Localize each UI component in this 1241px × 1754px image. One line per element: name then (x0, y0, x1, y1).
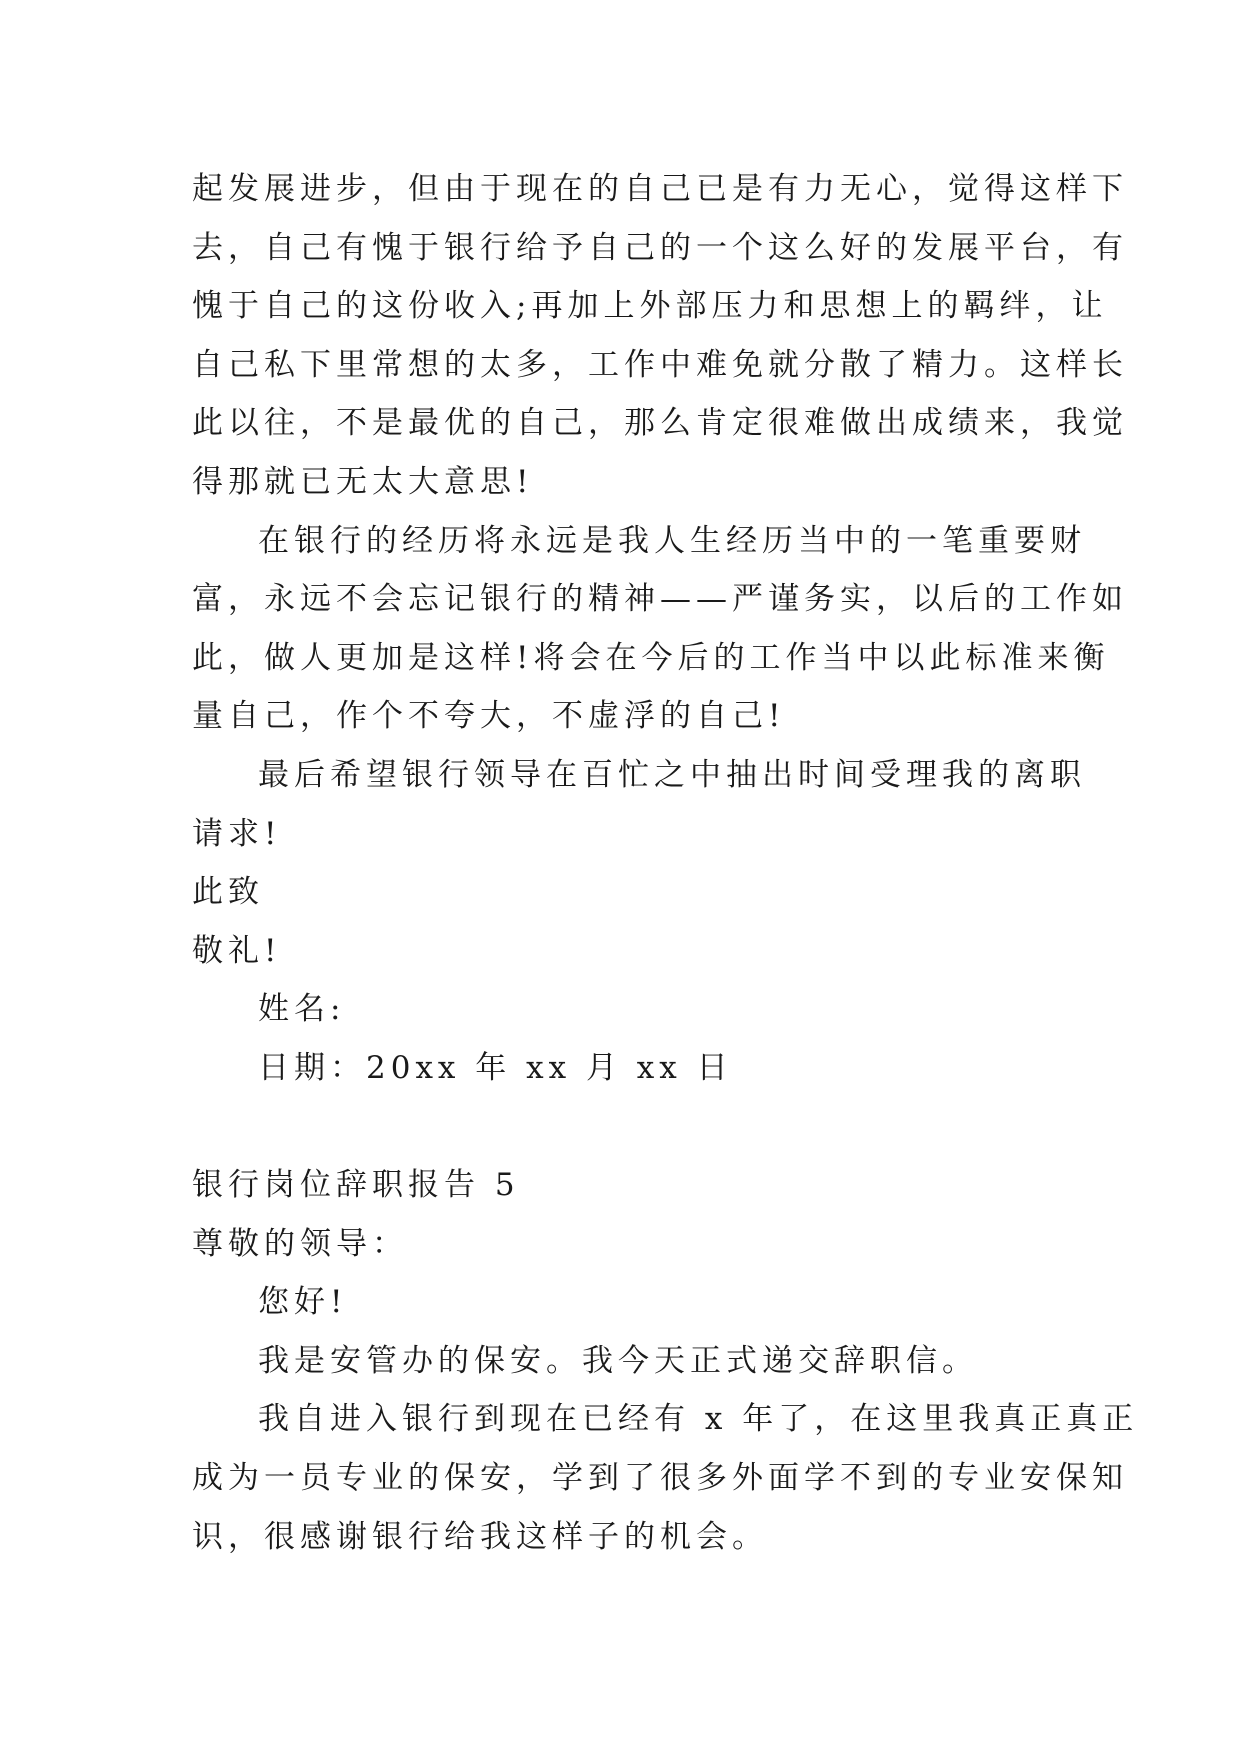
greeting: 您好! (258, 1284, 348, 1321)
text-line: 成为一员专业的保安，学到了很多外面学不到的专业安保知 (192, 1460, 1128, 1497)
signature-date: 日期：20xx 年 xx 月 xx 日 (258, 1049, 733, 1086)
paragraph-experience (192, 512, 1128, 746)
section-title: 银行岗位辞职报告 5 (192, 1167, 520, 1204)
text-line: 最后希望银行领导在百忙之中抽出时间受理我的离职 (258, 756, 1086, 793)
text-line: 此，做人更加是这样!将会在今后的工作当中以此标准来衡 (192, 639, 1110, 676)
text-line: 请求! (192, 815, 282, 852)
document-body (192, 160, 1139, 1566)
text-line: 此以往，不是最优的自己，那么肯定很难做出成绩来，我觉 (192, 405, 1128, 442)
section-gap (192, 1098, 1052, 1157)
text-line: 自己私下里常想的太多，工作中难免就分散了精力。这样长 (192, 346, 1128, 383)
text-line: 我自进入银行到现在已经有 x 年了，在这里我真正真正 (258, 1401, 1139, 1438)
text-line: 识，很感谢银行给我这样子的机会。 (192, 1518, 768, 1555)
text-line: 愧于自己的这份收入;再加上外部压力和思想上的羁绊，让 (192, 288, 1108, 325)
closing-salute: 敬礼! (192, 932, 282, 969)
text-line: 去，自己有愧于银行给予自己的一个这么好的发展平台，有 (192, 229, 1128, 266)
text-line: 起发展进步，但由于现在的自己已是有力无心，觉得这样下 (192, 171, 1128, 207)
paragraph-continued (192, 160, 1128, 512)
text-line: 在银行的经历将永远是我人生经历当中的一笔重要财 (258, 522, 1086, 559)
text-line: 量自己，作个不夸大，不虚浮的自己! (192, 698, 786, 735)
text-line: 富，永远不会忘记银行的精神——严谨务实，以后的工作如 (192, 581, 1128, 618)
paragraph-tenure (192, 1390, 1139, 1566)
text-line: 得那就已无太大意思! (192, 463, 534, 500)
closing-line: 此致 (192, 874, 264, 911)
signature-name: 姓名: (258, 991, 346, 1028)
paragraph-request (192, 746, 1086, 863)
salutation: 尊敬的领导： (192, 1225, 408, 1262)
intro-sentence: 我是安管办的保安。我今天正式递交辞职信。 (258, 1342, 978, 1379)
